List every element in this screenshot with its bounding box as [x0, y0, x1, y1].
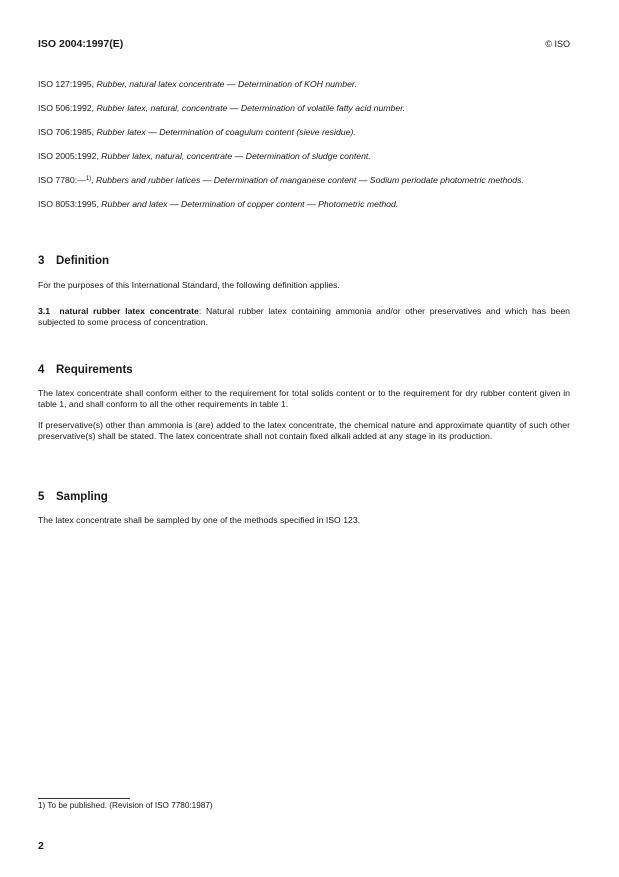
- reference-item: [38, 151, 570, 162]
- section-heading: [38, 364, 570, 376]
- reference-item: [38, 103, 570, 114]
- reference-code: ISO 506:1992,: [38, 103, 97, 113]
- copyright-notice: © ISO: [545, 39, 570, 49]
- footnote: 1) To be published. (Revision of ISO 7780:1987): [38, 801, 213, 810]
- reference-title: Rubber latex — Determination of coagulum content (sieve residue).: [96, 127, 356, 137]
- reference-code-separator: ,: [91, 175, 96, 185]
- reference-title: Rubber and latex — Determination of copper content — Photometric method.: [101, 199, 399, 209]
- section-definition: [38, 255, 570, 328]
- requirements-paragraph-2: If preservative(s) other than ammonia is (are) added to the latex concentrate, the chemical nature and approximate quantity of such other preservative(s) shall be stated. The latex concentrate shall not contain fixed alkali added at any stage in its production.: [38, 420, 570, 441]
- footnote-divider: [38, 798, 130, 799]
- section-sampling: [38, 491, 570, 526]
- section-number: 4: [38, 364, 45, 376]
- section-requirements: [38, 364, 570, 442]
- section-number: 5: [38, 491, 45, 503]
- reference-code: ISO 127:1995,: [38, 79, 97, 89]
- requirements-paragraph-1: The latex concentrate shall conform either to the requirement for total solids content or to the requirement for dry rubber content given in table 1, and shall conform to all the other requirements in table 1.: [38, 388, 570, 409]
- reference-item: [38, 79, 570, 90]
- section-heading: [38, 255, 570, 267]
- section-title: Requirements: [56, 364, 133, 376]
- reference-item: [38, 127, 570, 138]
- reference-title: Rubbers and rubber latices — Determination of manganese content — Sodium periodate photometric methods.: [95, 175, 524, 185]
- normative-references-list: [38, 79, 570, 223]
- page-number: 2: [38, 840, 44, 852]
- footnote-marker: 1): [85, 176, 92, 182]
- document-id: ISO 2004:1997(E): [38, 38, 124, 50]
- reference-code: ISO 8053:1995,: [38, 199, 102, 209]
- reference-code: ISO 7780:—: [38, 175, 86, 185]
- reference-code: ISO 2005:1992,: [38, 151, 102, 161]
- definition-intro: For the purposes of this International Standard, the following definition applies.: [38, 280, 340, 290]
- definition-term: [38, 306, 570, 328]
- reference-title: Rubber latex, natural, concentrate — Determination of volatile fatty acid number.: [96, 103, 406, 113]
- sampling-paragraph: The latex concentrate shall be sampled by one of the methods specified in ISO 123.: [38, 515, 361, 525]
- reference-title: Rubber latex, natural, concentrate — Determination of sludge content.: [101, 151, 371, 161]
- section-title: Definition: [56, 255, 110, 267]
- term-text: : Natural rubber latex containing ammonia and/or other preservatives and which has been subjected to some process of concentration.: [38, 306, 571, 327]
- term-number: 3.1: [38, 306, 51, 316]
- reference-item: [38, 199, 570, 210]
- section-number: 3: [38, 255, 45, 267]
- reference-item: [38, 175, 570, 186]
- section-heading: [38, 491, 570, 503]
- reference-code: ISO 706:1985,: [38, 127, 97, 137]
- term-name: natural rubber latex concentrate: [59, 306, 199, 316]
- section-title: Sampling: [56, 491, 108, 503]
- reference-title: Rubber, natural latex concentrate — Determination of KOH number.: [96, 79, 357, 89]
